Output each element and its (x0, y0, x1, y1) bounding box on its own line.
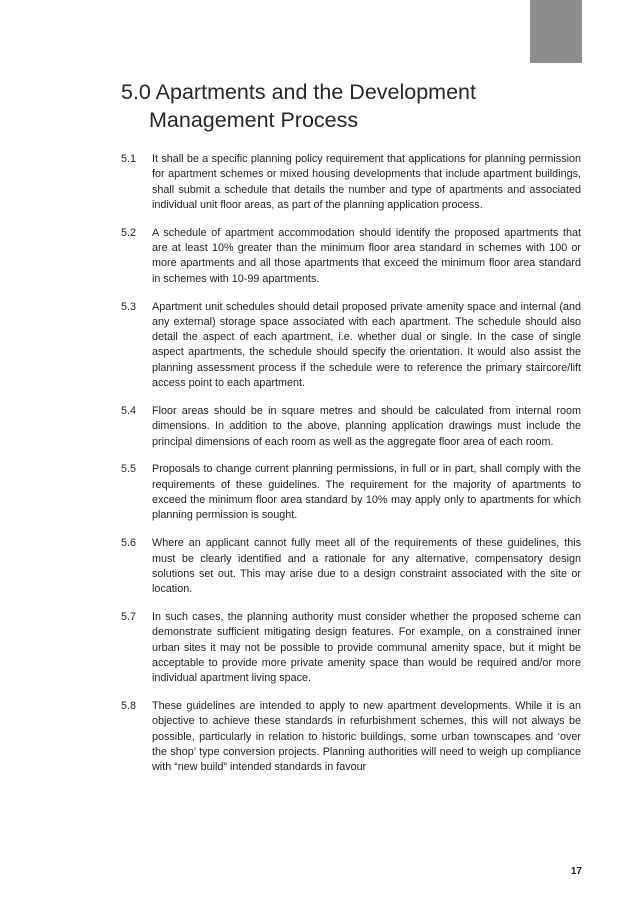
paragraph-number: 5.5 (121, 463, 137, 476)
paragraph-5-8 (121, 699, 581, 775)
paragraph-number: 5.4 (121, 404, 137, 417)
section-heading-line-1: 5.0 Apartments and the Development (121, 80, 476, 104)
paragraph-text: In such cases, the planning authority must consider whether the proposed scheme can demonstrate sufficient mitigating design features. For example, on a constrained inner urban sites it may not be possible to provide communal amenity space, but it might be acceptable to provide more private amenity space than would be required and/or more individual apartment living space. (152, 610, 581, 685)
paragraph-text: It shall be a specific planning policy requirement that applications for planning permission for apartment schemes or mixed housing developments that include apartment buildings, shall submit a schedule that details the number and type of apartments and associated individual unit floor areas, as part of the planning application process. (152, 153, 581, 211)
paragraph-text: These guidelines are intended to apply to new apartment developments. While it is an objective to achieve these standards in refurbishment schemes, this will not always be possible, particularly in relation to historic buildings, some urban townscapes and ‘over the shop’ type conversion projects. Planning authorities will need to weigh up compliance with “new build” intended standards in favour (152, 700, 581, 774)
paragraph-number: 5.3 (121, 300, 137, 313)
paragraph-list (121, 152, 581, 788)
paragraph-5-3 (121, 300, 581, 392)
section-heading (121, 78, 581, 134)
paragraph-text: Where an applicant cannot fully meet all of the requirements of these guidelines, this must be clearly identified and a rationale for any alternative, compensatory design solutions set out. This may arise due to a design constraint associated with the site or location. (152, 537, 581, 596)
paragraph-5-7 (121, 610, 581, 686)
paragraph-text: A schedule of apartment accommodation should identify the proposed apartments that are at least 10% greater than the minimum floor area standard in schemes with 100 or more apartments and all those apartments that exceed the minimum floor area standard in schemes with 10-99 apartments. (152, 226, 581, 285)
paragraph-text: Apartment unit schedules should detail proposed private amenity space and internal (and any external) storage space associated with each apartment. The schedule should also detail the aspect of each apartment, i.e. whether dual or single. In the case of single aspect apartments, the schedule should specify the orientation. It would also assist the planning assessment process if the schedule were to reference the primary staircore/lift access point to each apartment. (152, 300, 581, 390)
paragraph-number: 5.2 (121, 226, 137, 239)
paragraph-5-1 (121, 152, 581, 213)
paragraph-5-6 (121, 536, 581, 597)
paragraph-number: 5.1 (121, 153, 137, 165)
corner-tab-decoration (530, 0, 582, 63)
paragraph-number: 5.8 (121, 700, 137, 713)
paragraph-number: 5.7 (121, 610, 137, 623)
paragraph-5-2 (121, 226, 581, 287)
paragraph-text: Proposals to change current planning permissions, in full or in part, shall comply with the requirements of these guidelines. The requirement for the majority of apartments to exceed the minimum floor area standard by 10% may apply only to apartments for which planning permission is sought. (152, 463, 581, 522)
paragraph-5-5 (121, 462, 581, 523)
paragraph-text: Floor areas should be in square metres and should be calculated from internal room dimensions. In addition to the above, planning application drawings must include the principal dimensions of each room as well as the aggregate floor area of each room. (152, 404, 581, 448)
page-number: 17 (570, 866, 582, 877)
section-heading-line-2: Management Process (149, 108, 359, 132)
paragraph-5-4 (121, 404, 581, 450)
paragraph-number: 5.6 (121, 537, 137, 550)
